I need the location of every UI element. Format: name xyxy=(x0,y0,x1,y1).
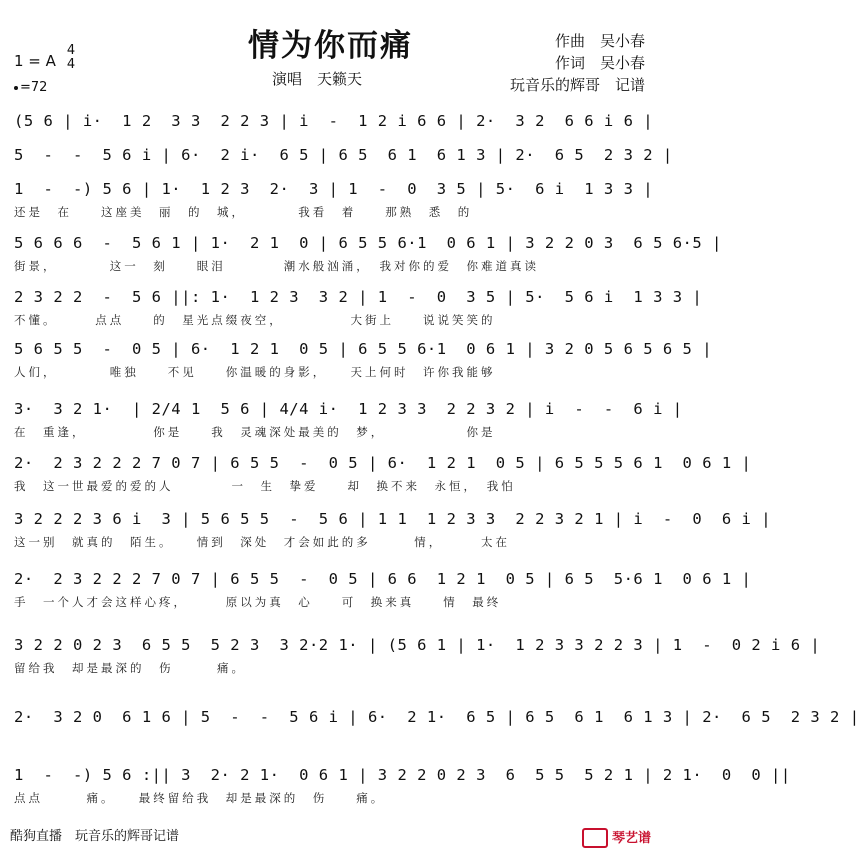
notation-line-2: 5 - - 5 6 i | 6· 2 i· 6 5 | 6 5 6 1 6 1 3 | 2· 6 5 2 3 2 | xyxy=(14,146,673,164)
lyric-line-3: 还是 在 这座美 丽 的 城， 我看 着 那熟 悉 的 xyxy=(14,205,473,219)
lyric-line-6: 人们， 唯独 不见 你温暖的身影， 天上何时 许你我能够 xyxy=(14,365,496,379)
lyric-line-13: 点点 痛。 最终留给我 却是最深的 伤 痛。 xyxy=(14,791,386,805)
notation-line-9: 3 2 2 2 3 6 i 3 | 5 6 5 5 - 5 6 | 1 1 1 2 3 3 2 2 3 2 1 | i - 0 6 i | xyxy=(14,510,772,528)
time-signature xyxy=(64,44,78,72)
notation-line-1: (5 6 | i· 1 2 3 3 2 2 3 | i - 1 2 i 6 6 | 2· 3 2 6 6 i 6 | xyxy=(14,112,654,130)
logo-icon xyxy=(582,828,608,848)
lyric-line-5: 不懂。 点点 的 星光点缀夜空， 大街上 说说笑笑的 xyxy=(14,313,496,327)
notation-line-3: 1 - -) 5 6 | 1· 1 2 3 2· 3 | 1 - 0 3 5 | 5· 6 i 1 3 3 | xyxy=(14,180,654,198)
notation-line-13: 1 - -) 5 6 :|| 3 2· 2 1· 0 6 1 | 3 2 2 0 2 3 6 5 5 5 2 1 | 2 1· 0 0 || xyxy=(14,766,791,784)
notation-line-11: 3 2 2 0 2 3 6 5 5 5 2 3 3 2·2 1· | (5 6 1 | 1· 1 2 3 3 2 2 3 | 1 - 0 2 i 6 | xyxy=(14,636,821,654)
key-signature: 1 = A xyxy=(14,52,56,70)
composer-credit: 作曲 吴小春 xyxy=(554,32,645,50)
notation-line-4: 5 6 6 6 - 5 6 1 | 1· 2 1 0 | 6 5 5 6·1 0 6 1 | 3 2 2 0 3 6 5 6·5 | xyxy=(14,234,722,252)
lyric-line-10: 手 一个人才会这样心疼， 原以为真 心 可 换来真 情 最终 xyxy=(14,595,502,609)
notation-line-12: 2· 3 2 0 6 1 6 | 5 - - 5 6 i | 6· 2 1· 6 5 | 6 5 6 1 6 1 3 | 2· 6 5 2 3 2 | xyxy=(14,708,860,726)
logo-text: 琴艺谱 xyxy=(611,830,651,846)
footer-credit: 酷狗直播 玩音乐的辉哥记谱 xyxy=(10,829,180,844)
lyric-line-7: 在 重逢， 你是 我 灵魂深处最美的 梦， 你是 xyxy=(14,425,496,439)
tempo-marking xyxy=(14,80,47,95)
transcriber-credit: 玩音乐的辉哥 记谱 xyxy=(509,76,645,94)
time-signature-top: 4 xyxy=(66,43,76,58)
lyric-line-8: 我 这一世最爱的爱的人 一 生 挚爱 却 换不来 永恒， 我怕 xyxy=(14,479,516,493)
lyric-line-4: 街景， 这一 刻 眼泪 潮水般汹涌， 我对你的爱 你难道真读 xyxy=(14,259,539,273)
lyric-line-11: 留给我 却是最深的 伤 痛。 xyxy=(14,661,246,675)
lyricist-credit: 作词 吴小春 xyxy=(554,54,645,72)
notation-line-6: 5 6 5 5 - 0 5 | 6· 1 2 1 0 5 | 6 5 5 6·1 0 6 1 | 3 2 0 5 6 5 6 5 | xyxy=(14,340,713,358)
time-signature-bottom: 4 xyxy=(66,57,76,72)
notation-line-10: 2· 2 3 2 2 2 7 0 7 | 6 5 5 - 0 5 | 6 6 1 2 1 0 5 | 6 5 5·6 1 0 6 1 | xyxy=(14,570,752,588)
notation-line-8: 2· 2 3 2 2 2 7 0 7 | 6 5 5 - 0 5 | 6· 1 2 1 0 5 | 6 5 5 5 6 1 0 6 1 | xyxy=(14,454,752,472)
singer-credit: 演唱 天籁天 xyxy=(272,70,363,88)
quarter-note-icon xyxy=(14,86,18,90)
song-title: 情为你而痛 xyxy=(248,28,413,64)
notation-line-7: 3· 3 2 1· | 2/4 1 5 6 | 4/4 i· 1 2 3 3 2 2 3 2 | i - - 6 i | xyxy=(14,400,683,418)
tempo-value: =72 xyxy=(20,80,48,95)
lyric-line-12 xyxy=(14,732,646,748)
notation-line-5: 2 3 2 2 - 5 6 ||: 1· 1 2 3 3 2 | 1 - 0 3 5 | 5· 5 6 i 1 3 3 | xyxy=(14,288,703,306)
site-logo[interactable] xyxy=(582,827,651,849)
lyric-line-9: 这一别 就真的 陌生。 情到 深处 才会如此的多 情， 太在 xyxy=(14,535,510,549)
